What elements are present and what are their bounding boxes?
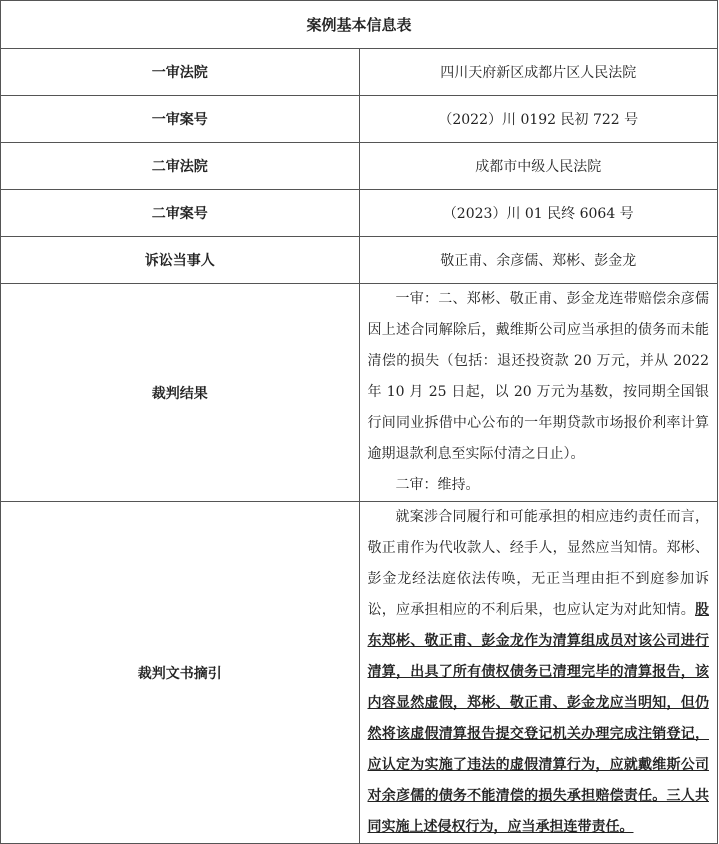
- excerpt-row: [1, 502, 718, 844]
- row-value: 成都市中级人民法院: [359, 143, 718, 190]
- excerpt-plain-text: 就案涉合同履行和可能承担的相应违约责任而言，敬正甫作为代收款人、经手人，显然应当知情。郑彬、彭金龙经法庭依法传唤，无正当理由拒不到庭参加诉讼，应承担相应的不利后果，也应认定为对此知情。: [367, 509, 709, 618]
- judgment-first-instance: 一审：二、郑彬、敬正甫、彭金龙连带赔偿余彦儒因上述合同解除后，戴维斯公司应当承担的债务而未能清偿的损失（包括：退还投资款 20 万元，并从 2022 年 10 月 25 日起，以 20 万元为基数，按同期全国银行间同业拆借中心公布的一年期贷款市场报价利率计算逾期退款利息至实际付清之日止）。: [367, 291, 709, 462]
- judgment-second-instance: 二审：维持。: [395, 477, 480, 493]
- excerpt-emphasis-text: 股东郑彬、敬正甫、彭金龙作为清算组成员对该公司进行清算，出具了所有债权债务已清理完毕的清算报告，该内容显然虚假，郑彬、敬正甫、彭金龙应当明知，但仍然将该虚假清算报告提交登记机关办理完成注销登记，应认定为实施了违法的虚假清算行为，应就戴维斯公司对余彦儒的债务不能清偿的损失承担赔偿责任。三人共同实施上述侵权行为，应当承担连带责任。: [367, 602, 709, 835]
- row-label: 二审案号: [1, 190, 360, 237]
- table-row: [1, 96, 718, 143]
- row-value: （2023）川 01 民终 6064 号: [359, 190, 718, 237]
- excerpt-label: 裁判文书摘引: [1, 502, 360, 844]
- table-title: 案例基本信息表: [1, 1, 718, 49]
- excerpt-content: [359, 502, 718, 844]
- table-row: [1, 49, 718, 96]
- title-row: [1, 1, 718, 49]
- row-label: 二审法院: [1, 143, 360, 190]
- row-label: 诉讼当事人: [1, 237, 360, 284]
- judgment-label: 裁判结果: [1, 284, 360, 502]
- table-row: [1, 237, 718, 284]
- row-value: 敬正甫、余彦儒、郑彬、彭金龙: [359, 237, 718, 284]
- table-row: [1, 143, 718, 190]
- row-label: 一审案号: [1, 96, 360, 143]
- judgment-content: [359, 284, 718, 502]
- judgment-row: [1, 284, 718, 502]
- row-value: （2022）川 0192 民初 722 号: [359, 96, 718, 143]
- excerpt-paragraph: [368, 502, 710, 843]
- row-label: 一审法院: [1, 49, 360, 96]
- row-value: 四川天府新区成都片区人民法院: [359, 49, 718, 96]
- table-row: [1, 190, 718, 237]
